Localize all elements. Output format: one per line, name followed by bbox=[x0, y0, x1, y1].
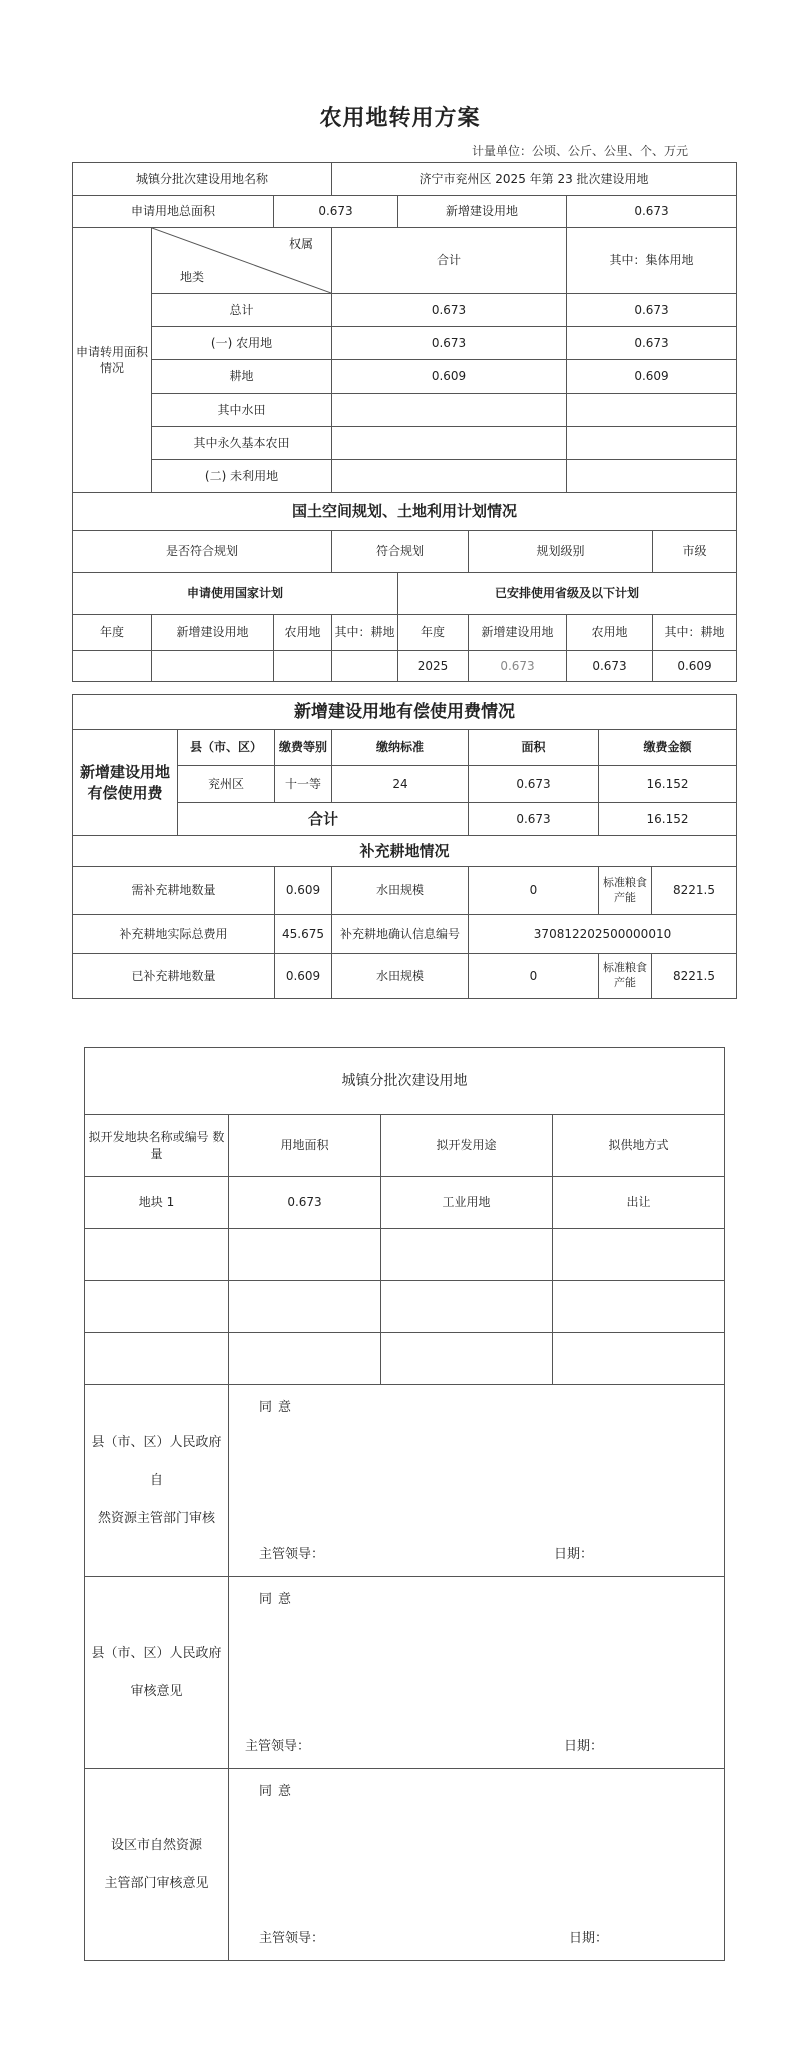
date-label: 日期： bbox=[564, 1739, 604, 1755]
empty-cell bbox=[85, 1281, 229, 1333]
parcel-area: 0.673 bbox=[229, 1177, 381, 1229]
apply-row-total bbox=[332, 394, 567, 427]
apply-row-label: 其中水田 bbox=[152, 394, 332, 427]
diagonal-header-cell bbox=[152, 228, 332, 294]
need-supplement-label: 需补充耕地数量 bbox=[73, 867, 275, 915]
apply-row-label: (一) 农用地 bbox=[152, 327, 332, 360]
done-supplement-value: 0.609 bbox=[275, 954, 332, 999]
plan-level-label: 规划级别 bbox=[469, 531, 653, 573]
apply-row-collective bbox=[567, 394, 737, 427]
leader-label: 主管领导： bbox=[259, 1547, 325, 1563]
fee-col-header: 缴费等别 bbox=[275, 730, 332, 766]
approval-label-line: 主管部门审核意见 bbox=[104, 1875, 209, 1891]
batch-land-table bbox=[84, 1047, 725, 1961]
plan-col-header: 新增建设用地 bbox=[152, 615, 274, 651]
fee-grade: 十一等 bbox=[275, 766, 332, 803]
approval-label-line: 设区市自然资源 bbox=[110, 1837, 202, 1853]
apply-row-total: 0.673 bbox=[332, 294, 567, 327]
plan-value: 0.673 bbox=[567, 651, 653, 682]
empty-cell bbox=[85, 1229, 229, 1281]
total-area-value: 0.673 bbox=[274, 196, 398, 228]
batch-heading: 城镇分批次建设用地 bbox=[85, 1048, 725, 1115]
fee-total-label: 合计 bbox=[178, 803, 469, 836]
land-name-value: 济宁市兖州区 2025 年第 23 批次建设用地 bbox=[332, 163, 737, 196]
fee-row-header: 新增建设用地有偿使用费 bbox=[73, 730, 178, 836]
need-paddy-label: 水田规模 bbox=[332, 867, 469, 915]
apply-row-total bbox=[332, 460, 567, 493]
plan-col-header: 农用地 bbox=[567, 615, 653, 651]
apply-row-total: 0.673 bbox=[332, 327, 567, 360]
need-grain-label: 标准粮食产能 bbox=[599, 867, 652, 915]
national-plan-label: 申请使用国家计划 bbox=[73, 573, 398, 615]
empty-cell bbox=[229, 1333, 381, 1385]
plan-level-value: 市级 bbox=[653, 531, 737, 573]
parcel-use: 工业用地 bbox=[381, 1177, 553, 1229]
agree-text: 同意 bbox=[259, 1400, 298, 1415]
conversion-plan-table bbox=[72, 162, 737, 682]
batch-col-name: 拟开发地块名称或编号 数量 bbox=[85, 1115, 229, 1177]
fee-amount: 16.152 bbox=[599, 766, 737, 803]
approval-label-line: 审核意见 bbox=[130, 1683, 183, 1699]
empty-cell bbox=[381, 1281, 553, 1333]
plan-value: 2025 bbox=[398, 651, 469, 682]
supplement-heading: 补充耕地情况 bbox=[73, 836, 737, 867]
approval-county-gov-opinion bbox=[229, 1577, 725, 1769]
plan-col-header: 其中：耕地 bbox=[332, 615, 398, 651]
fee-area: 0.673 bbox=[469, 766, 599, 803]
plan-value bbox=[73, 651, 152, 682]
fee-col-header: 缴纳标准 bbox=[332, 730, 469, 766]
apply-row-total bbox=[332, 427, 567, 460]
conform-plan-value: 符合规划 bbox=[332, 531, 469, 573]
plan-col-header: 其中：耕地 bbox=[653, 615, 737, 651]
empty-cell bbox=[553, 1281, 725, 1333]
apply-row-label: (二) 未利用地 bbox=[152, 460, 332, 493]
batch-col-area: 用地面积 bbox=[229, 1115, 381, 1177]
approval-county-gov-label bbox=[85, 1577, 229, 1769]
approval-county-nr-label bbox=[85, 1385, 229, 1577]
new-construction-value: 0.673 bbox=[567, 196, 737, 228]
empty-cell bbox=[229, 1229, 381, 1281]
apply-row-total: 0.609 bbox=[332, 360, 567, 394]
new-construction-label: 新增建设用地 bbox=[398, 196, 567, 228]
fee-total-area: 0.673 bbox=[469, 803, 599, 836]
need-supplement-value: 0.609 bbox=[275, 867, 332, 915]
confirm-code-label: 补充耕地确认信息编号 bbox=[332, 915, 469, 954]
provincial-plan-label: 已安排使用省级及以下计划 bbox=[398, 573, 737, 615]
done-paddy-value: 0 bbox=[469, 954, 599, 999]
empty-cell bbox=[381, 1229, 553, 1281]
apply-row-collective: 0.609 bbox=[567, 360, 737, 394]
batch-col-use: 拟开发用途 bbox=[381, 1115, 553, 1177]
empty-cell bbox=[85, 1333, 229, 1385]
apply-row-label: 耕地 bbox=[152, 360, 332, 394]
fee-standard: 24 bbox=[332, 766, 469, 803]
plan-col-header: 年度 bbox=[398, 615, 469, 651]
fee-county: 兖州区 bbox=[178, 766, 275, 803]
supplement-cost-label: 补充耕地实际总费用 bbox=[73, 915, 275, 954]
empty-cell bbox=[381, 1333, 553, 1385]
land-type-label: 地类 bbox=[180, 269, 205, 284]
land-name-label: 城镇分批次建设用地名称 bbox=[73, 163, 332, 196]
apply-row-collective bbox=[567, 460, 737, 493]
empty-cell bbox=[553, 1229, 725, 1281]
approval-city-nr-opinion bbox=[229, 1769, 725, 1961]
approval-label-line: 县（市、区）人民政府 bbox=[91, 1645, 222, 1661]
apply-row-collective bbox=[567, 427, 737, 460]
approval-city-nr-label bbox=[85, 1769, 229, 1961]
plan-col-header: 年度 bbox=[73, 615, 152, 651]
agree-text: 同意 bbox=[259, 1784, 298, 1799]
done-grain-value: 8221.5 bbox=[652, 954, 737, 999]
need-paddy-value: 0 bbox=[469, 867, 599, 915]
fee-col-header: 面积 bbox=[469, 730, 599, 766]
apply-row-collective: 0.673 bbox=[567, 294, 737, 327]
parcel-name: 地块 1 bbox=[85, 1177, 229, 1229]
unit-note: 计量单位：公顷、公斤、公里、个、万元 bbox=[471, 144, 688, 158]
fee-heading: 新增建设用地有偿使用费情况 bbox=[73, 695, 737, 730]
date-label: 日期： bbox=[554, 1547, 594, 1563]
apply-row-label: 其中永久基本农田 bbox=[152, 427, 332, 460]
batch-col-supply: 拟供地方式 bbox=[553, 1115, 725, 1177]
approval-label-line: 县（市、区）人民政府自 bbox=[91, 1434, 222, 1488]
plan-value: 0.609 bbox=[653, 651, 737, 682]
fee-col-header: 缴费金额 bbox=[599, 730, 737, 766]
planning-heading: 国土空间规划、土地利用计划情况 bbox=[73, 493, 737, 531]
need-grain-value: 8221.5 bbox=[652, 867, 737, 915]
ownership-label: 权属 bbox=[288, 237, 313, 251]
conform-plan-label: 是否符合规划 bbox=[73, 531, 332, 573]
fee-supplement-table bbox=[72, 694, 737, 999]
fee-total-amount: 16.152 bbox=[599, 803, 737, 836]
parcel-supply: 出让 bbox=[553, 1177, 725, 1229]
done-grain-label: 标准粮食产能 bbox=[599, 954, 652, 999]
done-supplement-label: 已补充耕地数量 bbox=[73, 954, 275, 999]
plan-col-header: 新增建设用地 bbox=[469, 615, 567, 651]
page-title: 农用地转用方案 bbox=[319, 106, 481, 131]
plan-value bbox=[274, 651, 332, 682]
col-total-header: 合计 bbox=[332, 228, 567, 294]
fee-col-header: 县（市、区） bbox=[178, 730, 275, 766]
done-paddy-label: 水田规模 bbox=[332, 954, 469, 999]
plan-value bbox=[332, 651, 398, 682]
plan-col-header: 农用地 bbox=[274, 615, 332, 651]
approval-county-nr-opinion bbox=[229, 1385, 725, 1577]
plan-value bbox=[152, 651, 274, 682]
empty-cell bbox=[229, 1281, 381, 1333]
apply-area-row-header: 申请转用面积情况 bbox=[73, 228, 152, 493]
apply-row-label: 总计 bbox=[152, 294, 332, 327]
total-area-label: 申请用地总面积 bbox=[73, 196, 274, 228]
agree-text: 同意 bbox=[259, 1592, 298, 1607]
col-collective-header: 其中：集体用地 bbox=[567, 228, 737, 294]
supplement-cost-value: 45.675 bbox=[275, 915, 332, 954]
plan-value: 0.673 bbox=[469, 651, 567, 682]
apply-row-collective: 0.673 bbox=[567, 327, 737, 360]
empty-cell bbox=[553, 1333, 725, 1385]
approval-label-line: 然资源主管部门审核 bbox=[97, 1510, 215, 1526]
leader-label: 主管领导： bbox=[245, 1739, 311, 1755]
confirm-code-value: 370812202500000010 bbox=[469, 915, 737, 954]
date-label: 日期： bbox=[569, 1931, 609, 1947]
leader-label: 主管领导： bbox=[259, 1931, 325, 1947]
